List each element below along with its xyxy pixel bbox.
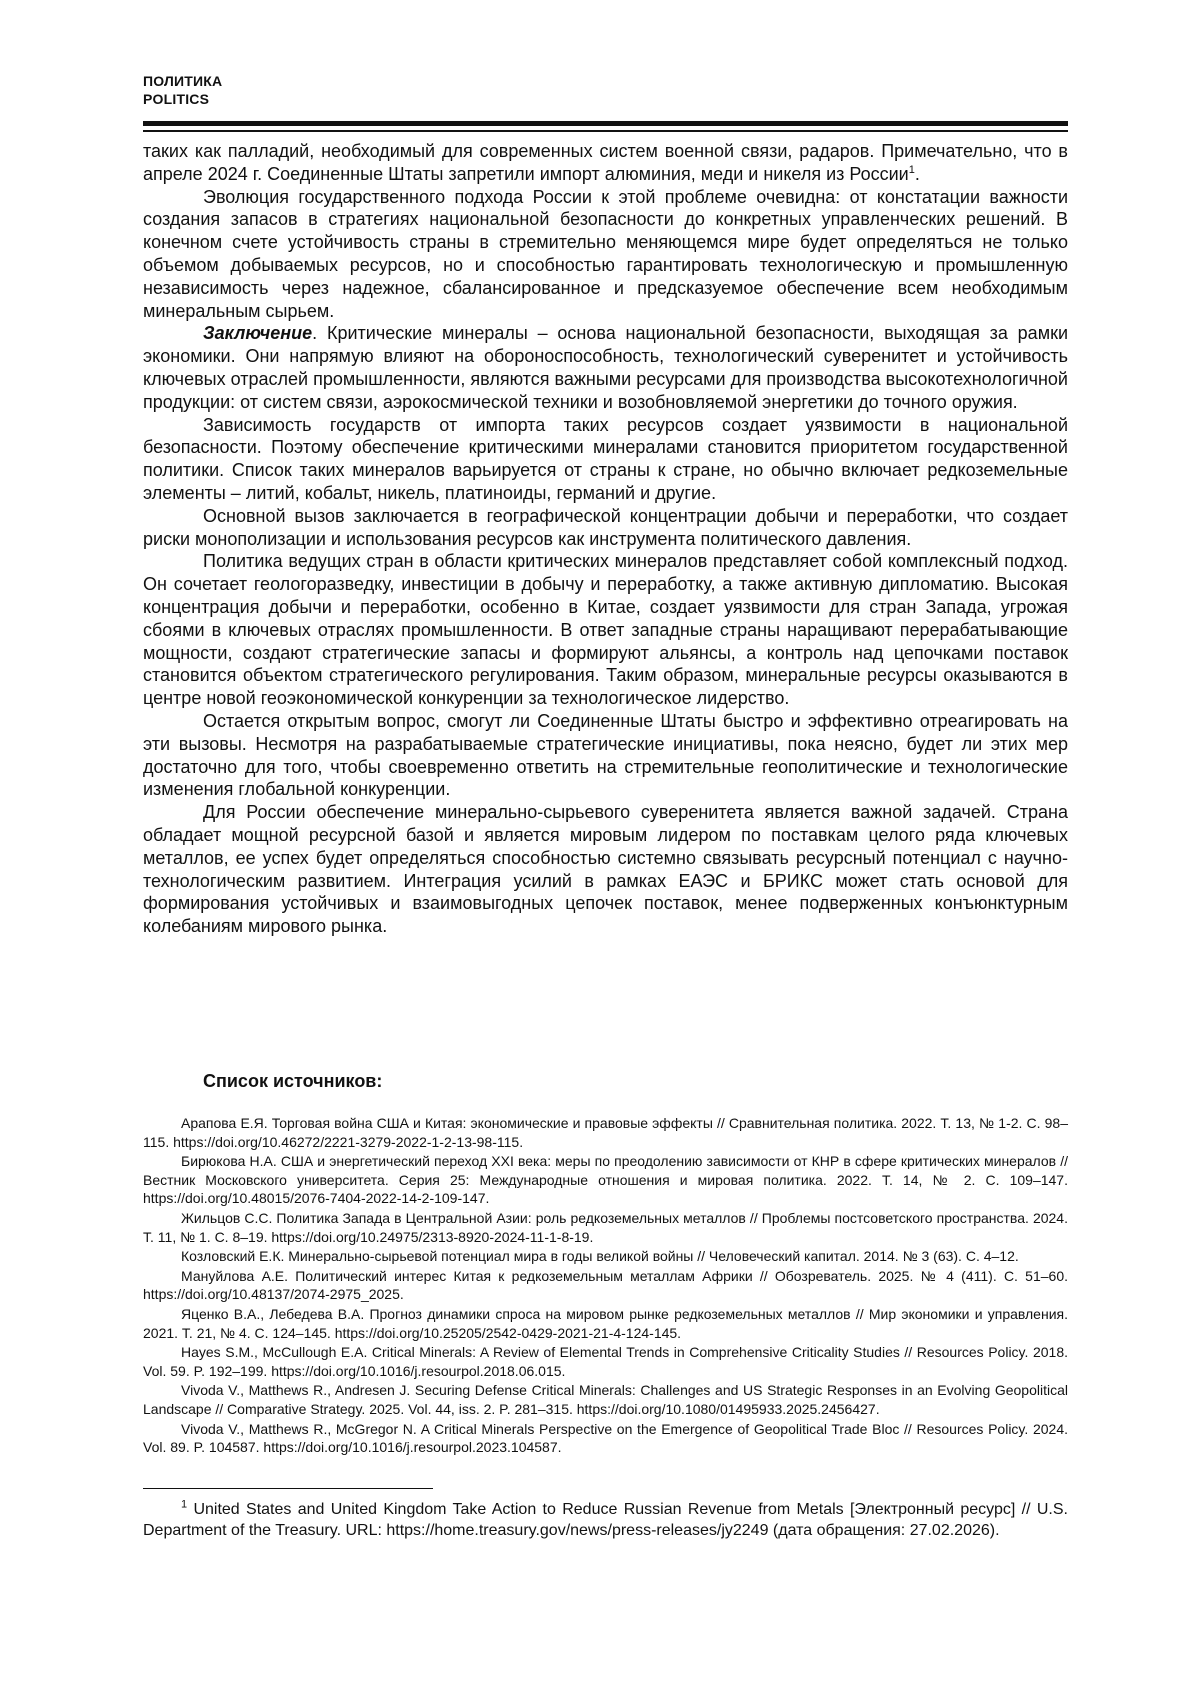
footnote-mark: 1 bbox=[181, 1498, 188, 1511]
paragraph-end: . bbox=[914, 163, 920, 184]
paragraph: Основной вызов заключается в географической концентрации добычи и переработки, что создает риски монополизации и использования ресурсов как инструмента политического давления. bbox=[143, 505, 1068, 549]
conclusion-heading: Заключение bbox=[203, 323, 313, 344]
paragraph: Зависимость государств от импорта таких ресурсов создает уязвимости в национальной безопасности. Поэтому обеспечение критическими минералами становится приоритетом государственной политики. Список таких минералов варьируется от страны к стране, но обычно включает редкоземельные элементы – литий, кобальт, никель, платиноиды, германий и другие. bbox=[143, 414, 1068, 503]
reference-item: Hayes S.M., McCullough E.A. Critical Minerals: A Review of Elemental Trends in Comprehensive Criticality Studies // Resources Policy. 2018. Vol. 59. P. 192–199. https://doi.org/10.1016/j.resourpol.2018.06.015. bbox=[143, 1344, 1068, 1379]
paragraph: Для России обеспечение минерально-сырьевого суверенитета является важной задачей. Страна обладает мощной ресурсной базой и является мировым лидером по поставкам целого ряда ключевых металлов, ее успех будет определяться способностью системно связывать ресурсный потенциал с научно-технологическим развитием. Интеграция усилий в рамках ЕАЭС и БРИКС может стать основой для формирования устойчивых и взаимовыгодных цепочек поставок, менее подверженных конъюнктурным колебаниям мирового рынка. bbox=[143, 802, 1068, 937]
paragraph-text: таких как палладий, необходимый для современных систем военной связи, радаров. Примечательно, что в апреле 2024 г. Соединенные Штаты запретили импорт алюминия, меди и никеля из России bbox=[143, 141, 1068, 184]
section-title-ru: ПОЛИТИКА bbox=[143, 73, 223, 89]
reference-item: Vivoda V., Matthews R., Andresen J. Securing Defense Critical Minerals: Challenges and US Strategic Responses in an Evolving Geopolitical Landscape // Comparative Strategy. 2025. Vol. 44, iss. 2. P. 281–315. https://doi.org/10.1080/01495933.2025.2456427. bbox=[143, 1382, 1068, 1417]
header-rule-thin bbox=[143, 130, 1068, 132]
reference-list bbox=[143, 1114, 1068, 1458]
reference-item: Бирюкова Н.А. США и энергетический переход XXI века: меры по преодолению зависимости от КНР в сфере критических минералов // Вестник Московского университета. Серия 25: Международные отношения и мировая политика. 2022. Т. 14, № 2. С. 109–147. https://doi.org/10.48015/2076-7404-2022-14-2-109-147. bbox=[143, 1153, 1068, 1207]
reference-item: Жильцов С.С. Политика Запада в Центральной Азии: роль редкоземельных металлов // Проблемы постсоветского пространства. 2024. Т. 11, № 1. С. 8–19. https://doi.org/10.24975/2313-8920-2024-11-1-8-19. bbox=[143, 1209, 1068, 1245]
paragraph-conclusion bbox=[143, 322, 1068, 413]
running-header bbox=[143, 72, 222, 108]
footnote-separator bbox=[143, 1488, 433, 1489]
reference-item: Яценко В.А., Лебедева В.А. Прогноз динамики спроса на мировом рынке редкоземельных металлов // Мир экономики и управления. 2021. Т. 21, № 4. С. 124–145. https://doi.org/10.25205/2542-0429-2021-21-4-124-145. bbox=[143, 1305, 1068, 1341]
paragraph: Эволюция государственного подхода России к этой проблеме очевидна: от констатации важности создания запасов в стратегиях национальной безопасности до конкретных управленческих решений. В конечном счете устойчивость страны в стремительно меняющемся мире будет определяться не только объемом добываемых ресурсов, но и способностью гарантировать технологическую и промышленную независимость через надежное, сбалансированное и предсказуемое обеспечение всем необходимым минеральным сырьем. bbox=[143, 186, 1068, 321]
paragraph-text: . Критические минералы – основа национальной безопасности, выходящая за рамки экономики. Они напрямую влияют на обороноспособность, технологический суверенитет и устойчивость ключевых отраслей промышленности, являются важными ресурсами для производства высокотехнологичной продукции: от систем связи, аэрокосмической техники и возобновляемой энергетики до точного оружия. bbox=[143, 323, 1068, 412]
reference-item: Vivoda V., Matthews R., McGregor N. A Critical Minerals Perspective on the Emergence of Geopolitical Trade Bloc // Resources Policy. 2024. Vol. 89. P. 104587. https://doi.org/10.1016/j.resourpol.2023.104587. bbox=[143, 1420, 1068, 1456]
footnote-ref[interactable]: 1 bbox=[908, 163, 915, 176]
header-rule-thick bbox=[143, 121, 1068, 126]
paragraph: Политика ведущих стран в области критических минералов представляет собой комплексный подход. Он сочетает геологоразведку, инвестиции в добычу и переработку, а также активную дипломатию. Высокая концентрация добычи и переработки, особенно в Китае, создает уязвимости для стран Запада, угрожая сбоями в ключевых отраслях промышленности. В ответ западные страны наращивают перерабатывающие мощности, создают стратегические запасы и формируют альянсы, а контроль над цепочками поставок становится объектом стратегического регулирования. Таким образом, минеральные ресурсы оказываются в центре новой геоэкономической конкуренции за технологическое лидерство. bbox=[143, 551, 1068, 709]
article-body bbox=[143, 140, 1068, 938]
paragraph-continued bbox=[143, 140, 1068, 186]
footnote bbox=[143, 1500, 1068, 1541]
reference-item: Козловский Е.К. Минерально-сырьевой потенциал мира в годы великой войны // Человеческий капитал. 2014. № 3 (63). С. 4–12. bbox=[181, 1248, 1019, 1265]
reference-item: Мануйлова А.Е. Политический интерес Китая к редкоземельным металлам Африки // Обозреватель. 2025. № 4 (411). С. 51–60. https://doi.org/10.48137/2074-2975_2025. bbox=[143, 1267, 1068, 1303]
footnote-text: United States and United Kingdom Take Action to Reduce Russian Revenue from Metals [Электронный ресурс] // U.S. Department of the Treasury. URL: https://home.treasury.gov/news/press-releases/jy2249 (дата обращения: 27.02.2026). bbox=[143, 1501, 1068, 1539]
section-title-en: POLITICS bbox=[143, 91, 210, 107]
sources-heading: Список источников: bbox=[203, 1071, 383, 1091]
paragraph: Остается открытым вопрос, смогут ли Соединенные Штаты быстро и эффективно отреагировать на эти вызовы. Несмотря на разрабатываемые стратегические инициативы, пока неясно, будет ли этих мер достаточно для того, чтобы своевременно ответить на стремительные геополитические и технологические изменения глобальной конкуренции. bbox=[143, 710, 1068, 800]
reference-item: Арапова Е.Я. Торговая война США и Китая: экономические и правовые эффекты // Сравнительная политика. 2022. Т. 13, № 1-2. С. 98–115. https://doi.org/10.46272/2221-3279-2022-1-2-13-98-115. bbox=[143, 1115, 1068, 1150]
